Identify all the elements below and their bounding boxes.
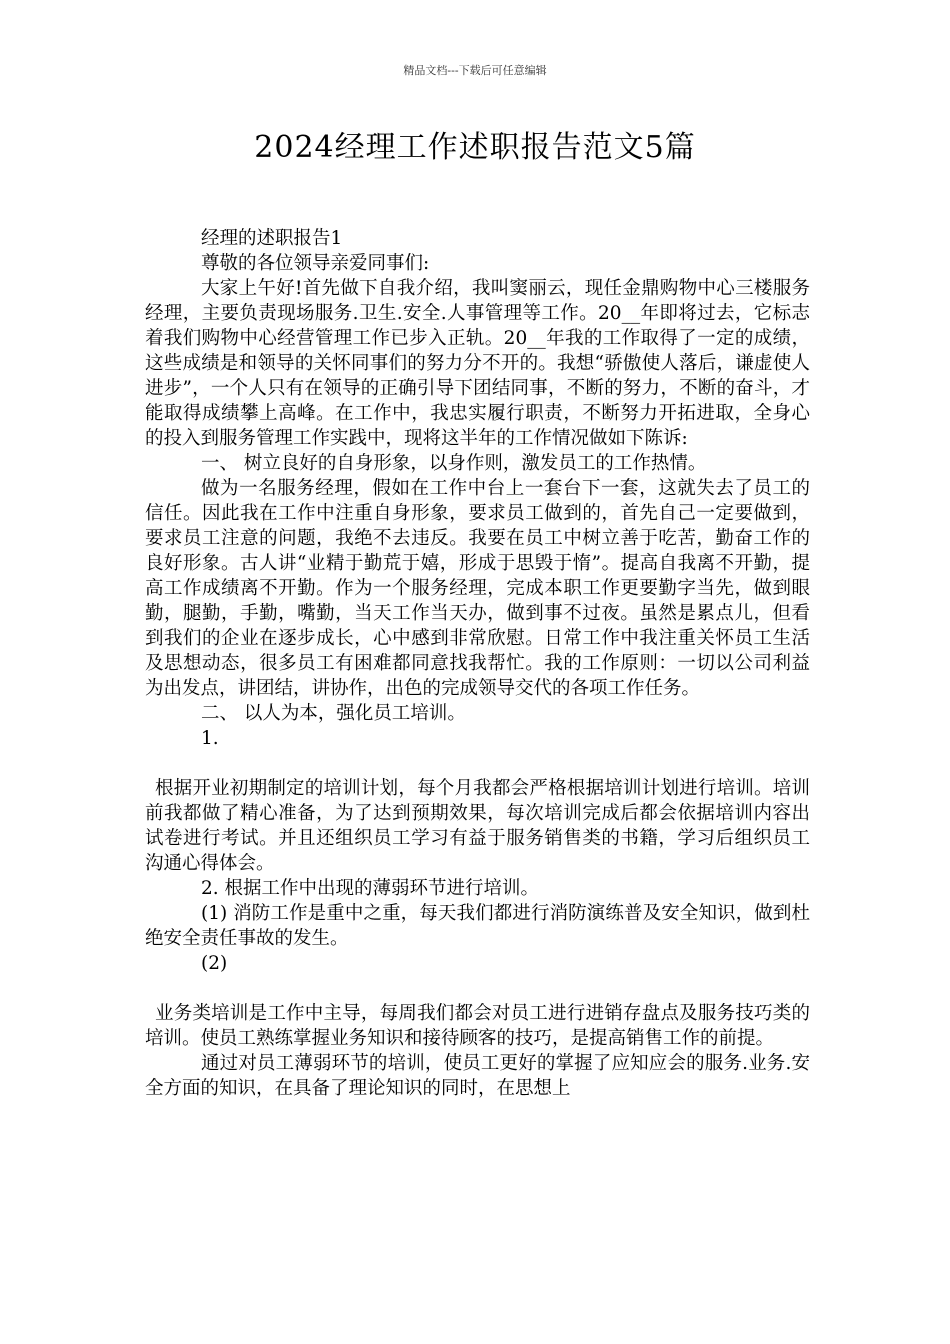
body-paragraph: 根据开业初期制定的培训计划，每个月我都会严格根据培训计划进行培训。培训前我都做了精心准备，为了达到预期效果，每次培训完成后都会依据培训内容出试卷进行考试。并且还组织员工学习有益于服务销售类的书籍，学习后组织员工沟通心得体会。: [145, 778, 810, 874]
subheading: 一、 树立良好的自身形象，以身作则，激发员工的工作热情。: [201, 453, 707, 474]
list-item: (1) 消防工作是重中之重，每天我们都进行消防演练普及安全知识，做到杜绝安全责任事故的发生。: [145, 903, 810, 949]
subheading: 二、 以人为本，强化员工培训。: [201, 703, 466, 724]
body-paragraph: 业务类培训是工作中主导，每周我们都会对员工进行进销存盘点及服务技巧类的培训。使员工熟练掌握业务知识和接待顾客的技巧，是提高销售工作的前提。: [145, 1003, 810, 1049]
section-heading: 经理的述职报告1: [201, 228, 343, 249]
body-paragraph: 做为一名服务经理，假如在工作中台上一套台下一套，这就失去了员工的信任。因此我在工作中注重自身形象，要求员工做到的，首先自己一定要做到，要求员工注意的问题，我绝不去违反。我要在员工中树立善于吃苦，勤奋工作的良好形象。古人讲“业精于勤荒于嬉，形成于思毁于惰”。提高自我离不开勤，提高工作成绩离不开勤。作为一个服务经理，完成本职工作更要勤字当先，做到眼勤，腿勤，手勤，嘴勤，当天工作当天办，做到事不过夜。虽然是累点儿，但看到我们的企业在逐步成长，心中感到非常欣慰。日常工作中我注重关怀员工生活及思想动态，很多员工有困难都同意找我帮忙。我的工作原则：一切以公司利益为出发点，讲团结，讲协作，出色的完成领导交代的各项工作任务。: [145, 478, 810, 699]
body-paragraph: 通过对员工薄弱环节的培训，使员工更好的掌握了应知应会的服务.业务.安全方面的知识，在具备了理论知识的同时，在思想上: [145, 1053, 810, 1099]
document-title: 2024经理工作述职报告范文5篇: [254, 130, 696, 165]
body-paragraph: 大家上午好!首先做下自我介绍，我叫窦丽云，现任金鼎购物中心三楼服务经理，主要负责现场服务.卫生.安全.人事管理等工作。20__年即将过去，它标志着我们购物中心经营管理工作已步入正轨。20__年我的工作取得了一定的成绩，这些成绩是和领导的关怀同事们的努力分不开的。我想“骄傲使人落后，谦虚使人进步”，一个人只有在领导的正确引导下团结同事，不断的努力，不断的奋斗，才能取得成绩攀上高峰。在工作中，我忠实履行职责，不断努力开拓进取，全身心的投入到服务管理工作实践中，现将这半年的工作情况做如下陈诉:: [145, 278, 810, 449]
list-number: 1.: [201, 728, 219, 749]
list-number: (2): [201, 953, 228, 974]
document-body: [145, 226, 810, 1101]
page-header: 精品文档---下载后可任意编辑: [403, 64, 547, 77]
salutation: 尊敬的各位领导亲爱同事们:: [201, 253, 430, 274]
list-item: 2. 根据工作中出现的薄弱环节进行培训。: [201, 878, 540, 899]
